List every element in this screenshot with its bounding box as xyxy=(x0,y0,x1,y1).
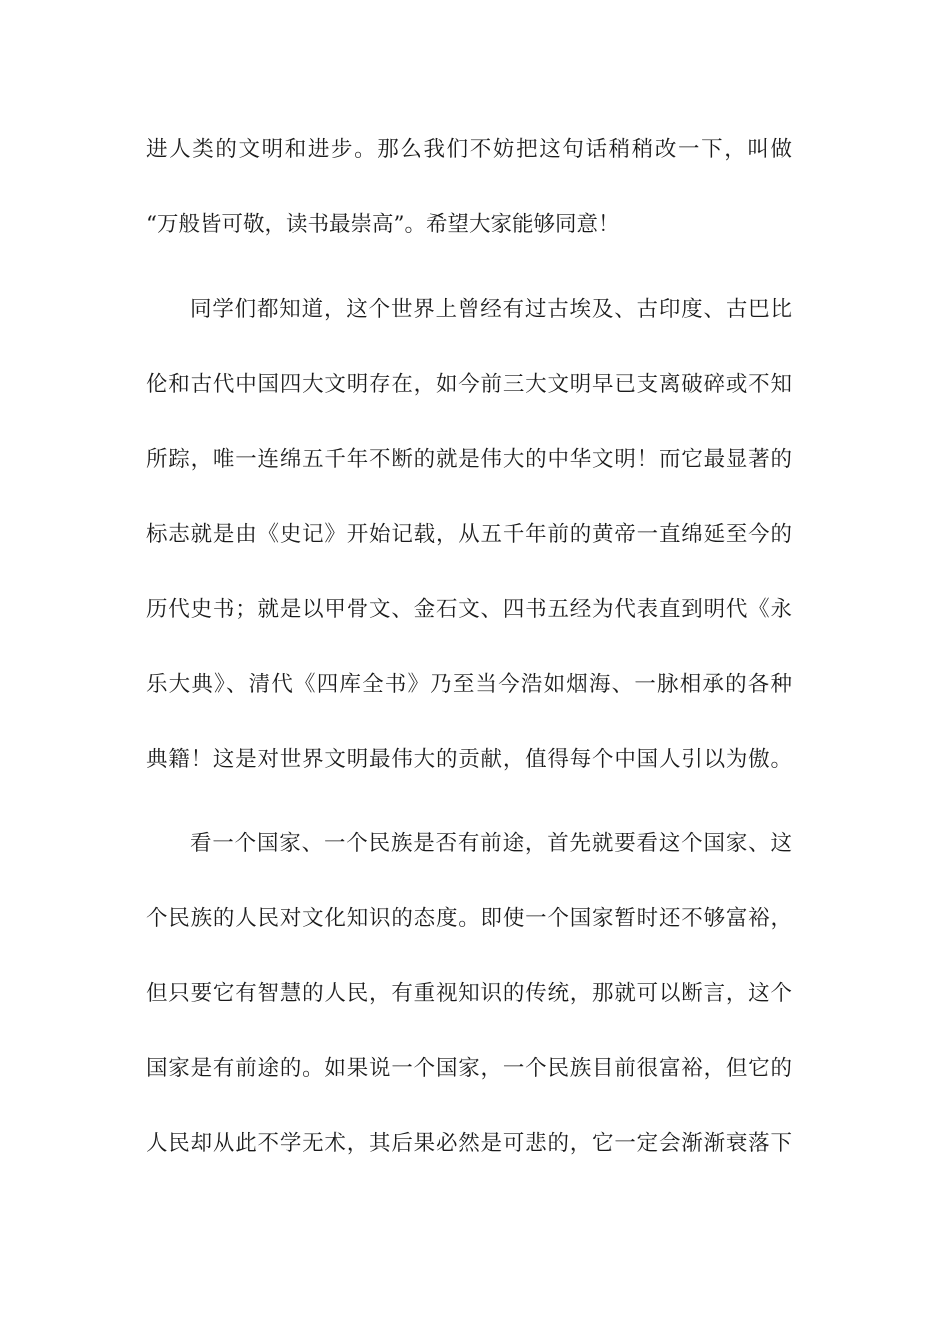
paragraph-2-line-1: 同学们都知道，这个世界上曾经有过古埃及、古印度、古巴比 xyxy=(190,297,792,322)
paragraph-2-line-7: 典籍！这是对世界文明最伟大的贡献，值得每个中国人引以为傲。 xyxy=(146,747,792,772)
paragraph-1-line-2: “万般皆可敬，读书最崇高”。希望大家能够同意！ xyxy=(146,212,620,237)
paragraph-2-line-5: 历代史书；就是以甲骨文、金石文、四书五经为代表直到明代《永 xyxy=(146,597,792,622)
paragraph-3-line-5: 人民却从此不学无术，其后果必然是可悲的，它一定会渐渐衰落下 xyxy=(146,1131,792,1156)
paragraph-3-line-1: 看一个国家、一个民族是否有前途，首先就要看这个国家、这 xyxy=(190,831,792,856)
paragraph-3-line-3: 但只要它有智慧的人民，有重视知识的传统，那就可以断言，这个 xyxy=(146,981,792,1006)
paragraph-2-line-2: 伦和古代中国四大文明存在，如今前三大文明早已支离破碎或不知 xyxy=(146,372,792,397)
paragraph-2-line-6: 乐大典》、清代《四库全书》乃至当今浩如烟海、一脉相承的各种 xyxy=(146,672,792,697)
paragraph-3-line-4: 国家是有前途的。如果说一个国家，一个民族目前很富裕，但它的 xyxy=(146,1056,792,1081)
paragraph-2-line-4: 标志就是由《史记》开始记载，从五千年前的黄帝一直绵延至今的 xyxy=(146,522,792,547)
paragraph-2-line-3: 所踪，唯一连绵五千年不断的就是伟大的中华文明！而它最显著的 xyxy=(146,447,792,472)
paragraph-1-line-1: 进人类的文明和进步。那么我们不妨把这句话稍稍改一下，叫做 xyxy=(146,137,792,162)
paragraph-3-line-2: 个民族的人民对文化知识的态度。即使一个国家暂时还不够富裕， xyxy=(146,906,792,931)
